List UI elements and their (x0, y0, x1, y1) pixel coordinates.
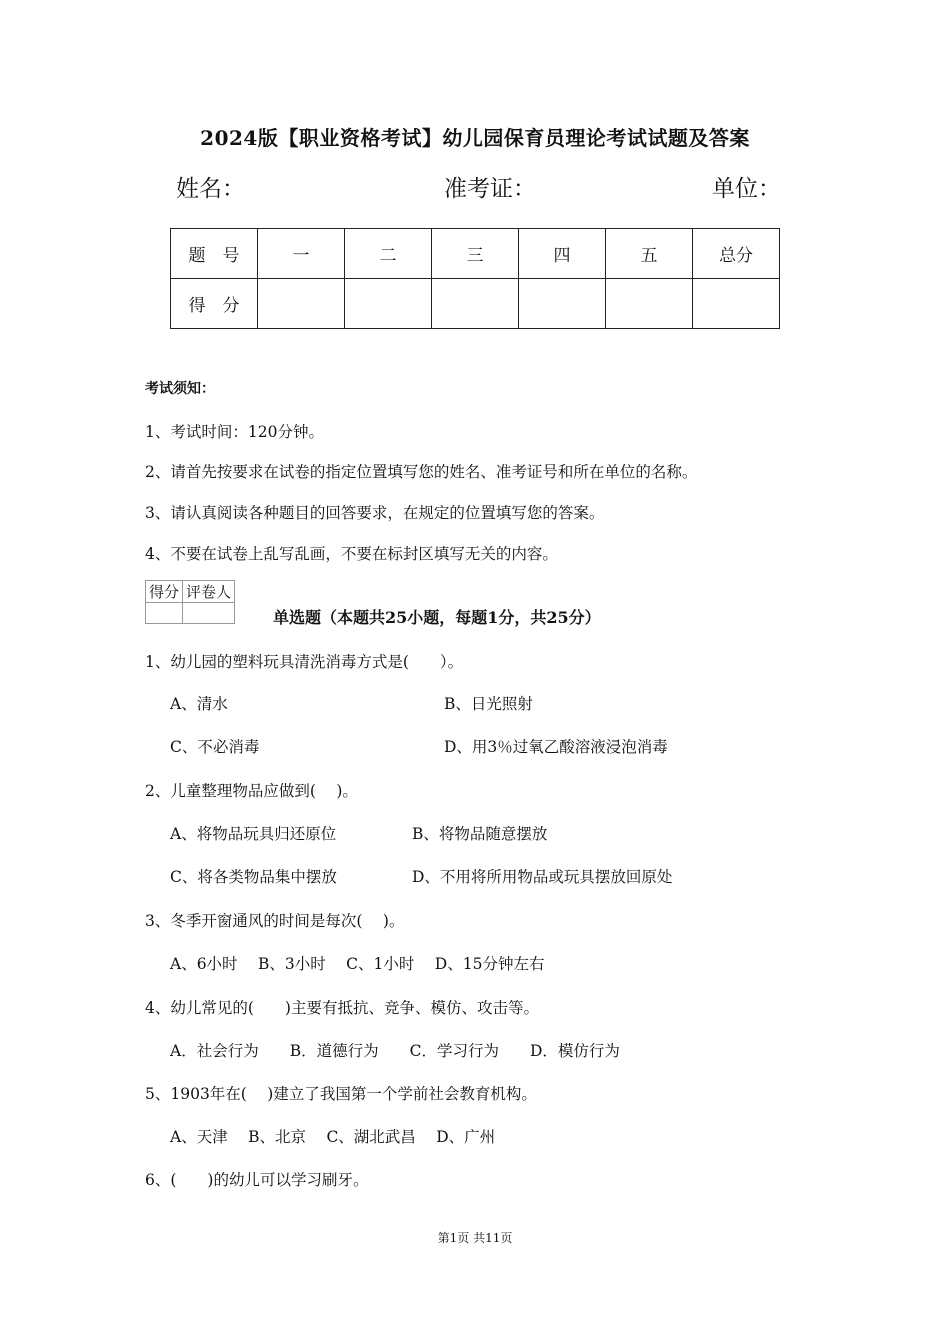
score-table (170, 228, 780, 329)
question-stem: 3、冬季开窗通风的时间是每次( )。 (145, 912, 405, 930)
question-option[interactable]: B、将物品随意摆放 (412, 825, 548, 843)
name-label: 姓名： (176, 176, 245, 202)
question-stem: 1、幼儿园的塑料玩具清洗消毒方式是( ）。 (145, 653, 464, 671)
notice-item: 1、考试时间：120分钟。 (145, 423, 324, 441)
notice-heading: 考试须知： (145, 381, 215, 397)
score-input-cell[interactable] (519, 279, 606, 329)
score-table-score-row (171, 279, 780, 329)
question-option[interactable]: C、不必消毒 (170, 738, 260, 756)
question-option[interactable]: C、将各类物品集中摆放 (170, 868, 337, 886)
score-cell: 总分 (693, 229, 780, 279)
score-input-cell[interactable] (432, 279, 519, 329)
question-option[interactable]: D、用3％过氧乙酸溶液浸泡消毒 (444, 738, 668, 756)
unit-label: 单位： (712, 176, 781, 202)
score-cell: 三 (432, 229, 519, 279)
grader-name-cell[interactable] (183, 603, 235, 624)
notice-item: 3、请认真阅读各种题目的回答要求，在规定的位置填写您的答案。 (145, 504, 605, 522)
score-cell: 五 (606, 229, 693, 279)
score-row-label: 得 分 (171, 279, 258, 329)
question-options-line[interactable]: A、6小时 B、3小时 C、1小时 D、15分钟左右 (170, 955, 545, 973)
page-footer: 第1页 共11页 (437, 1231, 513, 1245)
score-cell: 四 (519, 229, 606, 279)
question-option[interactable]: D、不用将所用物品或玩具摆放回原处 (412, 868, 673, 886)
score-input-cell[interactable] (693, 279, 780, 329)
question-stem: 2、儿童整理物品应做到( )。 (145, 782, 358, 800)
question-stem: 4、幼儿常见的( )主要有抵抗、竞争、模仿、攻击等。 (145, 999, 539, 1017)
score-input-cell[interactable] (345, 279, 432, 329)
notice-item: 4、不要在试卷上乱写乱画，不要在标封区填写无关的内容。 (145, 545, 558, 563)
question-option[interactable]: B、日光照射 (444, 695, 533, 713)
question-options-line[interactable]: A、天津 B、北京 C、湖北武昌 D、广州 (170, 1128, 496, 1146)
notice-item: 2、请首先按要求在试卷的指定位置填写您的姓名、准考证号和所在单位的名称。 (145, 463, 698, 481)
document-title: 2024版【职业资格考试】幼儿园保育员理论考试试题及答案 (200, 126, 750, 150)
question-option[interactable]: A、将物品玩具归还原位 (170, 825, 337, 843)
question-options-line[interactable]: A．社会行为 B．道德行为 C．学习行为 D．模仿行为 (170, 1042, 620, 1060)
question-stem: 6、( )的幼儿可以学习刷牙。 (145, 1171, 369, 1189)
exam-id-label: 准考证： (444, 176, 536, 202)
section-title: 单选题（本题共25小题，每题1分，共25分） (273, 608, 601, 627)
grader-score-label: 得分 (146, 581, 183, 603)
score-cell: 二 (345, 229, 432, 279)
score-cell: 题 号 (171, 229, 258, 279)
score-cell: 一 (258, 229, 345, 279)
score-table-header-row (171, 229, 780, 279)
score-input-cell[interactable] (606, 279, 693, 329)
grader-name-label: 评卷人 (183, 581, 235, 603)
grader-box (145, 580, 235, 624)
question-option[interactable]: A、清水 (170, 695, 228, 713)
score-input-cell[interactable] (258, 279, 345, 329)
question-stem: 5、1903年在( )建立了我国第一个学前社会教育机构。 (145, 1085, 537, 1103)
grader-score-cell[interactable] (146, 603, 183, 624)
